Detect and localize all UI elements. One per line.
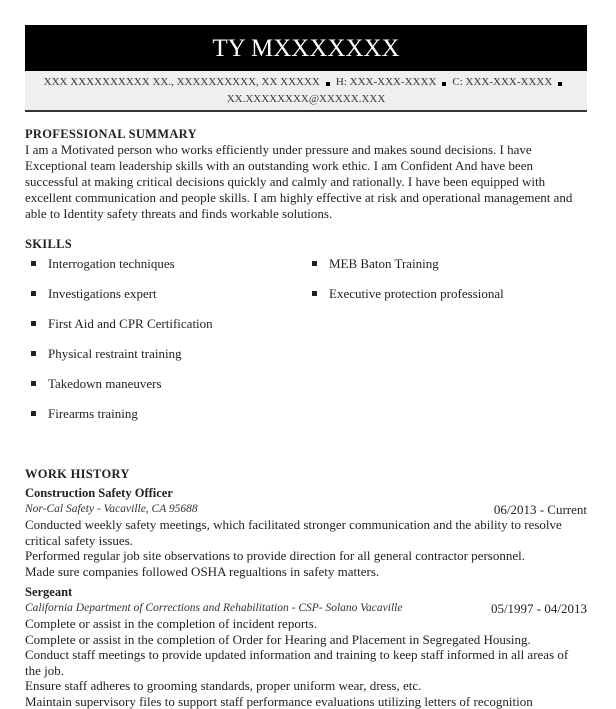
- job-company: California Department of Corrections and Rehabilitation - CSP- Solano Vacaville: [25, 601, 402, 617]
- job-dates: 05/1997 - 04/2013: [491, 601, 587, 617]
- skills-column-left: [25, 256, 312, 436]
- summary-text: I am a Motivated person who works efficiently under pressure and makes sound decisions. I have Exceptional team leadership skills with an outstanding work ethic. I am Confident And have been successful at making critical decisions quickly and calmly and rationally. I have been equipped with excellent communication and people skills. I am highly effective at risk and operational management and able to Identity safety threats and finds workable solutions.: [25, 142, 587, 222]
- work-history-heading: WORK HISTORY: [25, 466, 587, 482]
- skill-item: First Aid and CPR Certification: [25, 316, 312, 332]
- skill-item: Executive protection professional: [312, 286, 587, 302]
- job-duty: Conduct staff meetings to provide updated information and training to keep staff informed in all areas of the job.: [25, 647, 587, 678]
- job-duty: Ensure staff adheres to grooming standards, proper uniform wear, dress, etc.: [25, 678, 587, 694]
- summary-heading: PROFESSIONAL SUMMARY: [25, 126, 587, 142]
- address: XXX XXXXXXXXXX XX., XXXXXXXXXX, XX XXXXX: [44, 76, 320, 88]
- job-entry: [25, 486, 587, 579]
- email: XX.XXXXXXXX@XXXXX.XXX: [227, 93, 386, 105]
- job-title: Construction Safety Officer: [25, 486, 587, 502]
- job-duty: Made sure companies followed OSHA regualtions in safety matters.: [25, 564, 587, 580]
- job-dates: 06/2013 - Current: [494, 502, 587, 518]
- home-phone: H: XXX-XXX-XXXX: [336, 76, 437, 88]
- skill-item: Takedown maneuvers: [25, 376, 312, 392]
- bullet-separator-icon: [558, 82, 562, 86]
- job-entry: [25, 585, 587, 709]
- skill-item: MEB Baton Training: [312, 256, 587, 272]
- skill-item: Firearms training: [25, 406, 312, 422]
- resume-page: [25, 25, 587, 709]
- job-title: Sergeant: [25, 585, 587, 601]
- skills-list: [25, 256, 587, 436]
- skills-column-right: [312, 256, 587, 436]
- resume-name-header: [25, 25, 587, 71]
- contact-bar: [25, 71, 587, 112]
- job-duty: Maintain supervisory files to support staff performance evaluations utilizing letters of recognition: [25, 694, 587, 709]
- job-duty: Performed regular job site observations to provide direction for all general contractor personnel.: [25, 548, 587, 564]
- skill-item: Investigations expert: [25, 286, 312, 302]
- job-duty: Complete or assist in the completion of incident reports.: [25, 616, 587, 632]
- job-duty: Conducted weekly safety meetings, which facilitated stronger communication and the ability to resolve critical safety issues.: [25, 517, 587, 548]
- job-company: Nor-Cal Safety - Vacaville, CA 95688: [25, 502, 198, 518]
- bullet-separator-icon: [442, 82, 446, 86]
- skills-heading: SKILLS: [25, 236, 587, 252]
- skill-item: Physical restraint training: [25, 346, 312, 362]
- cell-phone: C: XXX-XXX-XXXX: [452, 76, 552, 88]
- skill-item: Interrogation techniques: [25, 256, 312, 272]
- candidate-name: TY MXXXXXXX: [212, 35, 399, 62]
- bullet-separator-icon: [326, 82, 330, 86]
- job-duty: Complete or assist in the completion of Order for Hearing and Placement in Segregated Housing.: [25, 632, 587, 648]
